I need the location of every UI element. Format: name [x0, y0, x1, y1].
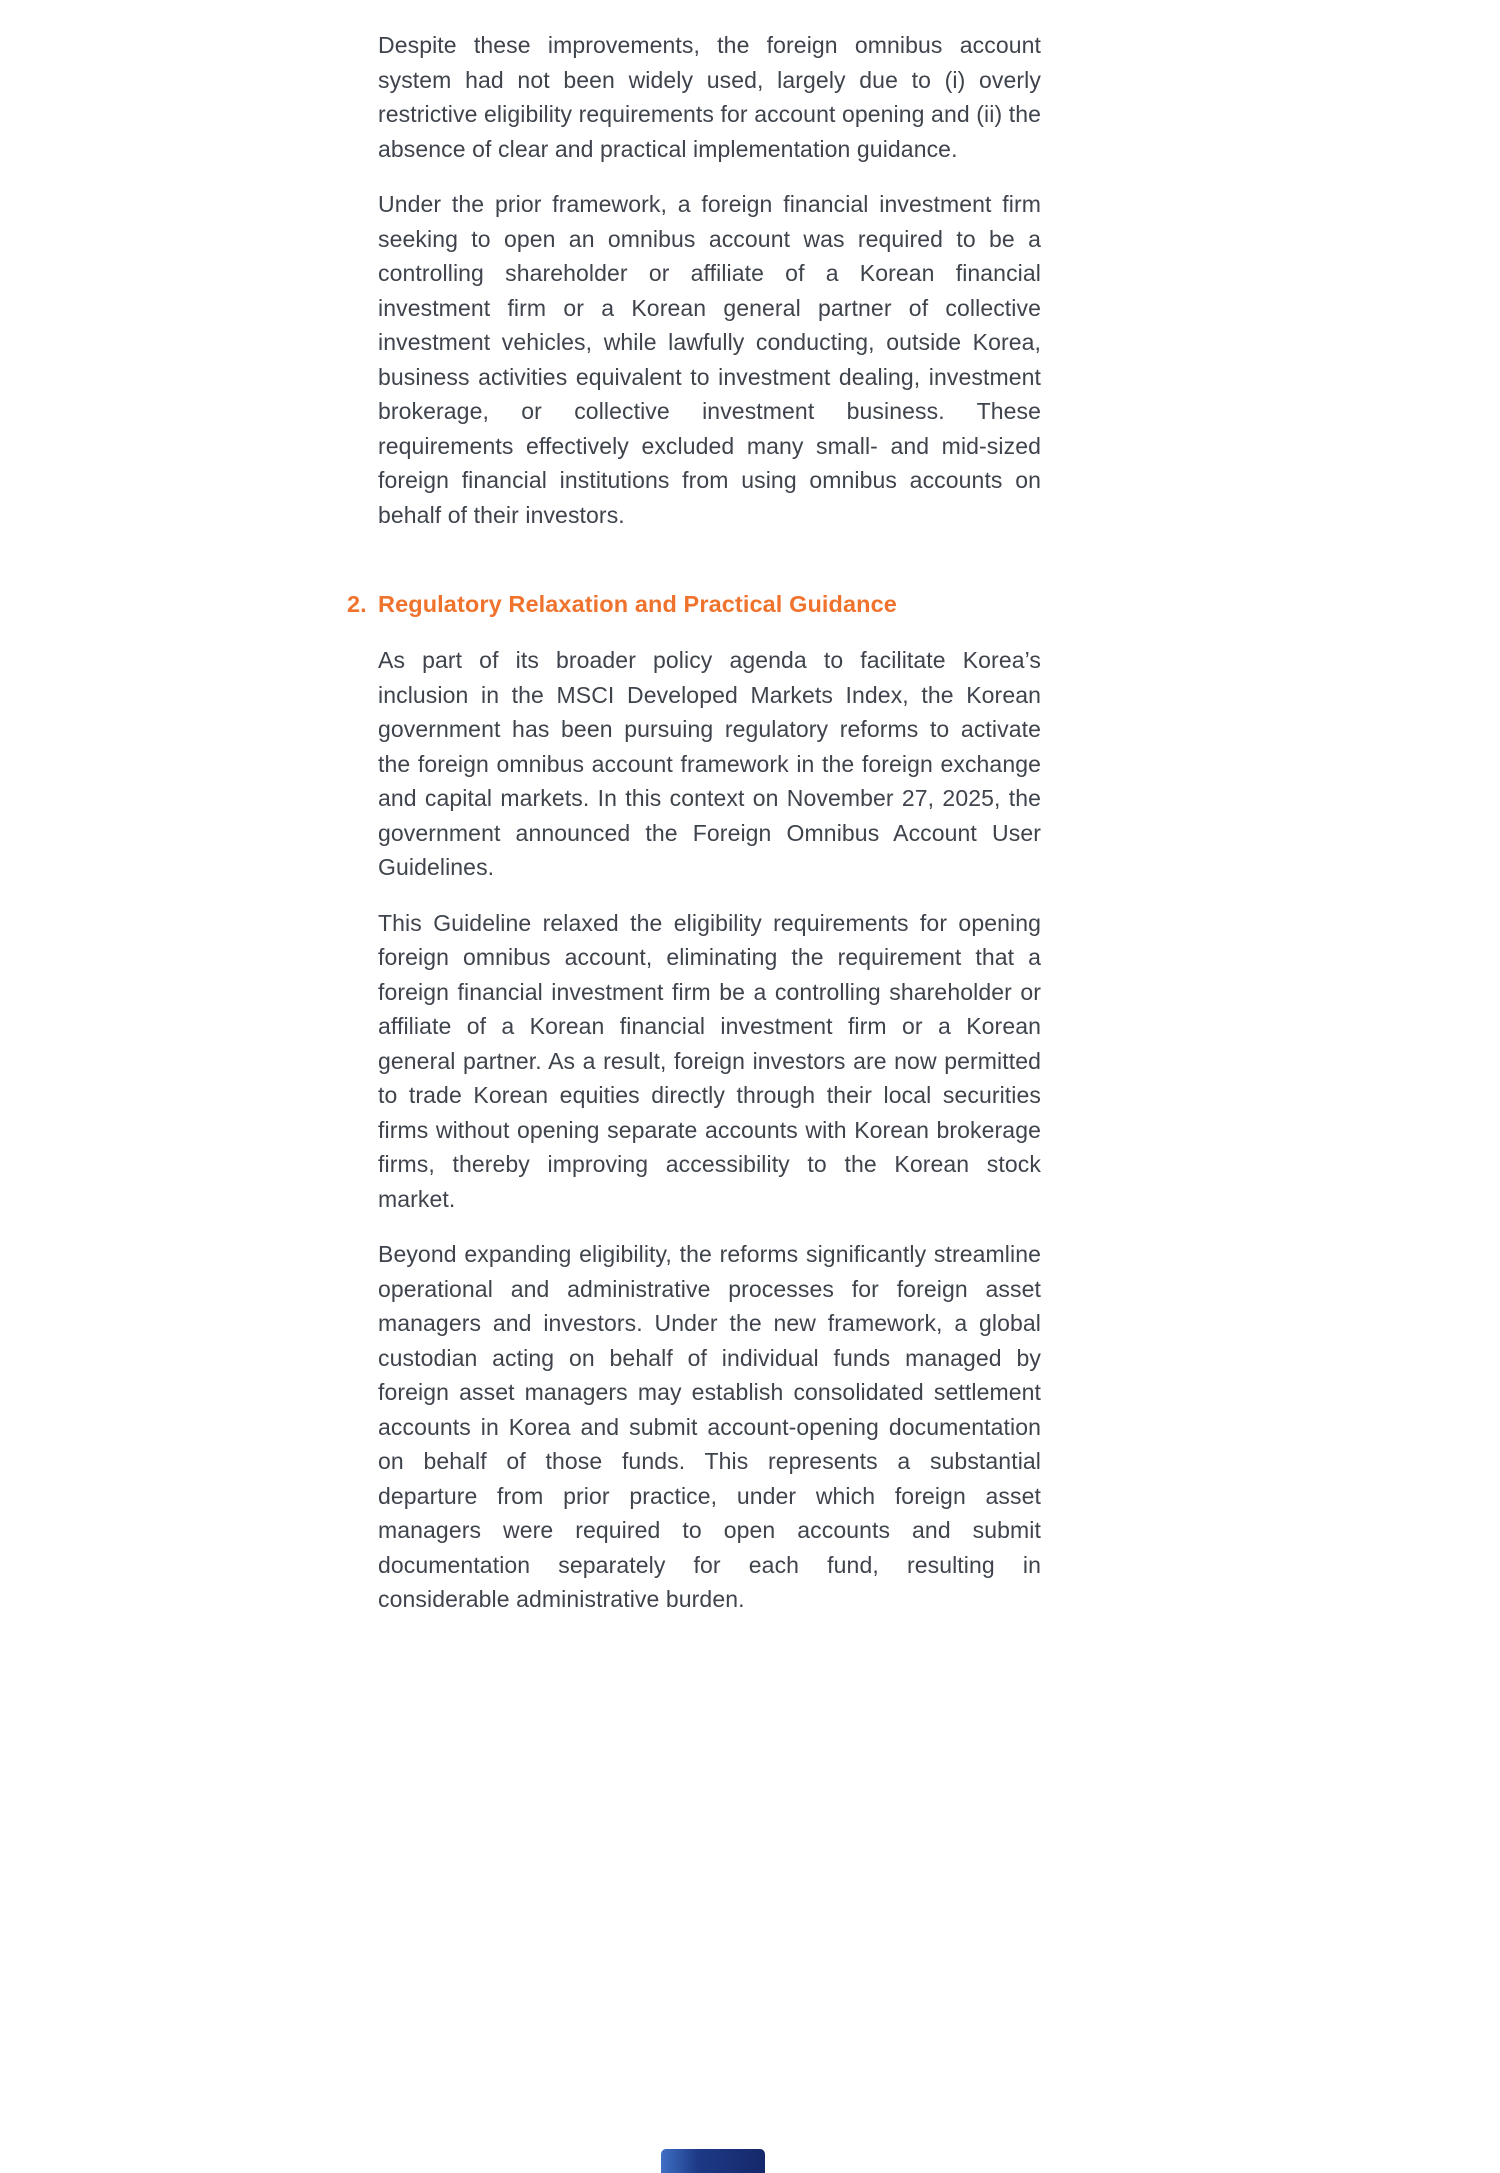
section-heading — [347, 588, 1041, 620]
paragraph-streamlined-processes: Beyond expanding eligibility, the reforms significantly streamline operational and administrative processes for foreign asset managers and investors. Under the new framework, a global custodian acting on behalf of individual funds managed by foreign asset managers may establish consolidated settlement accounts in Korea and submit account-opening documentation on behalf of those funds. This represents a substantial departure from prior practice, under which foreign asset managers were required to open accounts and submit documentation separately for each fund, resulting in considerable administrative burden. — [378, 1241, 1041, 1612]
paragraph-guideline-relaxation: This Guideline relaxed the eligibility requirements for opening foreign omnibus account, eliminating the requirement that a foreign financial investment firm be a controlling shareholder or affiliate of a Korean financial investment firm or a Korean general partner. As a result, foreign investors are now permitted to trade Korean equities directly through their local securities firms without opening separate accounts with Korean brokerage firms, thereby improving accessibility to the Korean stock market. — [378, 909, 1041, 1212]
section-number: 2. — [347, 591, 367, 617]
section-title: Regulatory Relaxation and Practical Guidance — [378, 591, 897, 617]
paragraph-omnibus-limitations: Despite these improvements, the foreign omnibus account system had not been widely used, largely due to (i) overly restrictive eligibility requirements for account opening and (ii) the absence of clear and practical implementation guidance. — [378, 32, 1041, 162]
footer-logo-partial — [661, 2149, 765, 2173]
content-column — [347, 28, 1041, 1638]
paragraph-prior-framework: Under the prior framework, a foreign financial investment firm seeking to open an omnibus account was required to be a controlling shareholder or affiliate of a Korean financial investment firm or a Korean general partner of collective investment vehicles, while lawfully conducting, outside Korea, business activities equivalent to investment dealing, investment brokerage, or collective investment business. These requirements effectively excluded many small- and mid-sized foreign financial institutions from using omnibus accounts on behalf of their investors. — [378, 191, 1041, 528]
paragraph-policy-agenda: As part of its broader policy agenda to facilitate Korea’s inclusion in the MSCI Developed Markets Index, the Korean government has been pursuing regulatory reforms to activate the foreign omnibus account framework in the foreign exchange and capital markets. In this context on November 27, 2025, the government announced the Foreign Omnibus Account User Guidelines. — [378, 647, 1041, 880]
